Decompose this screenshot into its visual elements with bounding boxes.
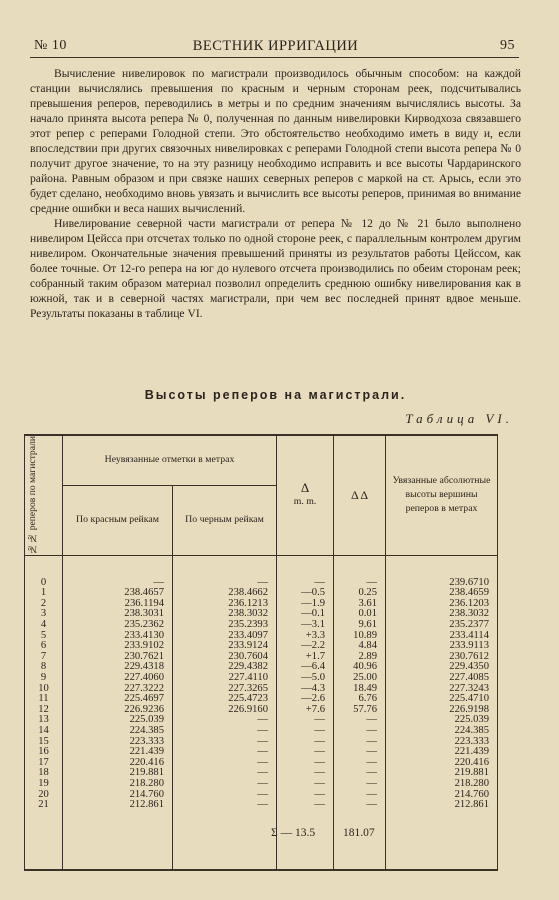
cell-delta: —2.2 <box>277 641 334 652</box>
header-rule <box>30 57 519 58</box>
cell-delta-delta: 57.76 <box>334 705 386 716</box>
col-header-number-text: №№ реперов по магистрали <box>27 436 38 555</box>
cell-number: 0 <box>25 578 63 589</box>
body-text <box>30 66 521 321</box>
cell-red: 224.385 <box>63 726 173 737</box>
cell-delta-delta: 0.01 <box>334 609 386 620</box>
cell-number: 5 <box>25 631 63 642</box>
col-header-result: Увязанные абсолютные высоты вершины реперов в метрах <box>386 435 498 555</box>
cell-result: 226.9198 <box>386 705 498 716</box>
cell-number: 17 <box>25 758 63 769</box>
cell-delta: — <box>277 800 334 811</box>
paragraph: Вычисление нивелировок по магистрали производилось обычным способом: на каждой станции вычислялись превышения по красным и черным сторонам реек, подсчитывались превышения реперов, переводились в метры и по средним значениям вычислялись высоты. За начало принята высота репера № 0, полученная по данным нивелировки Кирводхоза связавшего этот репер с реперами Голодной степи. Это обстоятельство необходимо иметь в виду и, если впоследствии при других связочных нивелировках с реперами Голодной степи высота репера № 0 получит другое значение, то на эту разницу необходимо исправить и все высоты Чардаринского района. Равным образом и при связке наших северных реперов с маркой на ст. Арысь, если это будет сделано, необходимо вновь увязать и вычислить все высоты реперов, принимая во внимание средние ошибки и веса наших вычислений. <box>30 67 521 215</box>
cell-number: 21 <box>25 800 63 811</box>
cell-black: — <box>173 779 277 790</box>
cell-delta: — <box>277 747 334 758</box>
cell-black: — <box>173 747 277 758</box>
cell-red: 225.4697 <box>63 694 173 705</box>
cell-black: — <box>173 726 277 737</box>
table-row <box>25 800 498 811</box>
cell-red: 227.3222 <box>63 684 173 695</box>
cell-number: 14 <box>25 726 63 737</box>
sum-delta-delta: 181.07 <box>343 827 375 839</box>
cell-result: 218.280 <box>386 779 498 790</box>
cell-delta-delta: — <box>334 726 386 737</box>
cell-delta-delta: — <box>334 578 386 589</box>
cell-delta: —6.4 <box>277 662 334 673</box>
cell-number: 20 <box>25 790 63 801</box>
cell-black: 227.4110 <box>173 673 277 684</box>
table-spacer <box>25 555 498 578</box>
cell-number: 9 <box>25 673 63 684</box>
cell-red: 230.7621 <box>63 652 173 663</box>
cell-delta: — <box>277 737 334 748</box>
cell-result: 230.7612 <box>386 652 498 663</box>
cell-red: 238.3031 <box>63 609 173 620</box>
cell-result: 233.4114 <box>386 631 498 642</box>
cell-delta-delta: — <box>334 790 386 801</box>
issue-number: № 10 <box>34 38 67 53</box>
cell-delta-delta: 40.96 <box>334 662 386 673</box>
cell-red: 214.760 <box>63 790 173 801</box>
cell-black: 230.7604 <box>173 652 277 663</box>
cell-delta-delta: — <box>334 779 386 790</box>
cell-delta: — <box>277 715 334 726</box>
cell-result: 220.416 <box>386 758 498 769</box>
cell-result: 225.039 <box>386 715 498 726</box>
cell-result: 227.4085 <box>386 673 498 684</box>
cell-delta-delta: — <box>334 758 386 769</box>
cell-black: 236.1213 <box>173 599 277 610</box>
paragraph: Нивелирование северной части магистрали от репера № 12 до № 21 было выполнено нивелиром Цейсса при отсчетах только по одной стороне реек, с параллельным контролем другим нивелиром. Окончательные значения превышений приняты из результатов работы Цейссом, как более точные. От 12-го репера на юг до нулевого отсчета производились по обеим сторонам реек; собранный таким образом материал позволил определить среднюю ошибку нивелирования как в южной, так и в северной частях магистрали, при чем вес последней принят вдвое меньше. Результаты показаны в таблице VI. <box>30 217 521 320</box>
cell-number: 11 <box>25 694 63 705</box>
cell-delta: — <box>277 768 334 779</box>
cell-result: 223.333 <box>386 737 498 748</box>
cell-number: 4 <box>25 620 63 631</box>
cell-number: 10 <box>25 684 63 695</box>
cell-delta-delta: 6.76 <box>334 694 386 705</box>
running-header <box>30 36 521 58</box>
cell-red: 235.2362 <box>63 620 173 631</box>
cell-delta-delta: — <box>334 715 386 726</box>
col-header-delta-delta: Δ Δ <box>334 435 386 555</box>
cell-delta: +7.6 <box>277 705 334 716</box>
cell-delta-delta: 0.25 <box>334 588 386 599</box>
cell-black: 225.4723 <box>173 694 277 705</box>
cell-delta-delta: — <box>334 737 386 748</box>
cell-number: 16 <box>25 747 63 758</box>
delta-symbol: Δ <box>300 480 310 496</box>
cell-black: 233.4097 <box>173 631 277 642</box>
cell-result: 214.760 <box>386 790 498 801</box>
cell-red: 221.439 <box>63 747 173 758</box>
cell-delta-delta: 18.49 <box>334 684 386 695</box>
cell-number: 3 <box>25 609 63 620</box>
cell-red: 223.333 <box>63 737 173 748</box>
cell-number: 15 <box>25 737 63 748</box>
page-number: 95 <box>500 38 515 53</box>
cell-black: 227.3265 <box>173 684 277 695</box>
cell-black: 238.4662 <box>173 588 277 599</box>
cell-delta-delta: 3.61 <box>334 599 386 610</box>
cell-red: 219.881 <box>63 768 173 779</box>
cell-delta: —2.6 <box>277 694 334 705</box>
cell-red: 225.039 <box>63 715 173 726</box>
col-header-number <box>25 435 63 555</box>
cell-delta: —1.9 <box>277 599 334 610</box>
cell-red: 233.9102 <box>63 641 173 652</box>
journal-title: ВЕСТНИК ИРРИГАЦИИ <box>192 38 359 54</box>
table-bottom <box>25 811 498 870</box>
cell-delta-delta: 2.89 <box>334 652 386 663</box>
cell-delta: —0.1 <box>277 609 334 620</box>
cell-red: — <box>63 578 173 589</box>
sum-delta: Σ — 13.5 <box>271 827 316 839</box>
cell-black: — <box>173 715 277 726</box>
cell-result: 236.1203 <box>386 599 498 610</box>
cell-result: 224.385 <box>386 726 498 737</box>
cell-result: 233.9113 <box>386 641 498 652</box>
cell-delta: — <box>277 790 334 801</box>
cell-black: 226.9160 <box>173 705 277 716</box>
cell-delta: — <box>277 578 334 589</box>
cell-delta: — <box>277 726 334 737</box>
cell-number: 6 <box>25 641 63 652</box>
table-label: Таблица VI. <box>405 411 513 426</box>
cell-delta: —5.0 <box>277 673 334 684</box>
cell-black: — <box>173 737 277 748</box>
cell-black: — <box>173 578 277 589</box>
cell-delta: +3.3 <box>277 631 334 642</box>
cell-red: 227.4060 <box>63 673 173 684</box>
cell-black: 229.4382 <box>173 662 277 673</box>
cell-delta-delta: 9.61 <box>334 620 386 631</box>
cell-delta: —4.3 <box>277 684 334 695</box>
cell-number: 1 <box>25 588 63 599</box>
cell-result: 212.861 <box>386 800 498 811</box>
cell-number: 8 <box>25 662 63 673</box>
col-header-black: По черным рейкам <box>173 485 277 555</box>
cell-delta: — <box>277 779 334 790</box>
cell-delta-delta: 4.84 <box>334 641 386 652</box>
table-row <box>25 726 498 737</box>
cell-black: — <box>173 768 277 779</box>
cell-black: 238.3032 <box>173 609 277 620</box>
heights-table <box>24 434 498 871</box>
cell-delta-delta: — <box>334 768 386 779</box>
table-title: Высоты реперов на магистрали. <box>144 388 407 402</box>
cell-red: 226.9236 <box>63 705 173 716</box>
cell-result: 221.439 <box>386 747 498 758</box>
cell-delta: —3.1 <box>277 620 334 631</box>
cell-delta-delta: 25.00 <box>334 673 386 684</box>
cell-result: 238.3032 <box>386 609 498 620</box>
cell-number: 19 <box>25 779 63 790</box>
cell-delta: —0.5 <box>277 588 334 599</box>
cell-delta: — <box>277 758 334 769</box>
cell-result: 229.4350 <box>386 662 498 673</box>
cell-result: 225.4710 <box>386 694 498 705</box>
cell-red: 233.4130 <box>63 631 173 642</box>
cell-number: 2 <box>25 599 63 610</box>
cell-delta-delta: — <box>334 800 386 811</box>
cell-red: 229.4318 <box>63 662 173 673</box>
delta-unit: m. m. <box>293 496 317 508</box>
cell-red: 238.4657 <box>63 588 173 599</box>
cell-delta: +1.7 <box>277 652 334 663</box>
table-row <box>25 779 498 790</box>
cell-result: 235.2377 <box>386 620 498 631</box>
cell-result: 238.4659 <box>386 588 498 599</box>
cell-black: — <box>173 800 277 811</box>
cell-red: 212.861 <box>63 800 173 811</box>
cell-red: 236.1194 <box>63 599 173 610</box>
table-body <box>25 555 498 870</box>
cell-delta-delta: 10.89 <box>334 631 386 642</box>
cell-number: 12 <box>25 705 63 716</box>
cell-black: 233.9124 <box>173 641 277 652</box>
col-header-group: Неувязанные отметки в метрах <box>63 435 277 485</box>
cell-number: 18 <box>25 768 63 779</box>
cell-result: 227.3243 <box>386 684 498 695</box>
cell-red: 218.280 <box>63 779 173 790</box>
cell-number: 13 <box>25 715 63 726</box>
cell-result: 239.6710 <box>386 578 498 589</box>
cell-result: 219.881 <box>386 768 498 779</box>
col-header-delta <box>277 435 334 555</box>
col-header-red: По красным рейкам <box>63 485 173 555</box>
cell-red: 220.416 <box>63 758 173 769</box>
cell-number: 7 <box>25 652 63 663</box>
cell-black: — <box>173 758 277 769</box>
cell-delta-delta: — <box>334 747 386 758</box>
cell-black: — <box>173 790 277 801</box>
cell-black: 235.2393 <box>173 620 277 631</box>
